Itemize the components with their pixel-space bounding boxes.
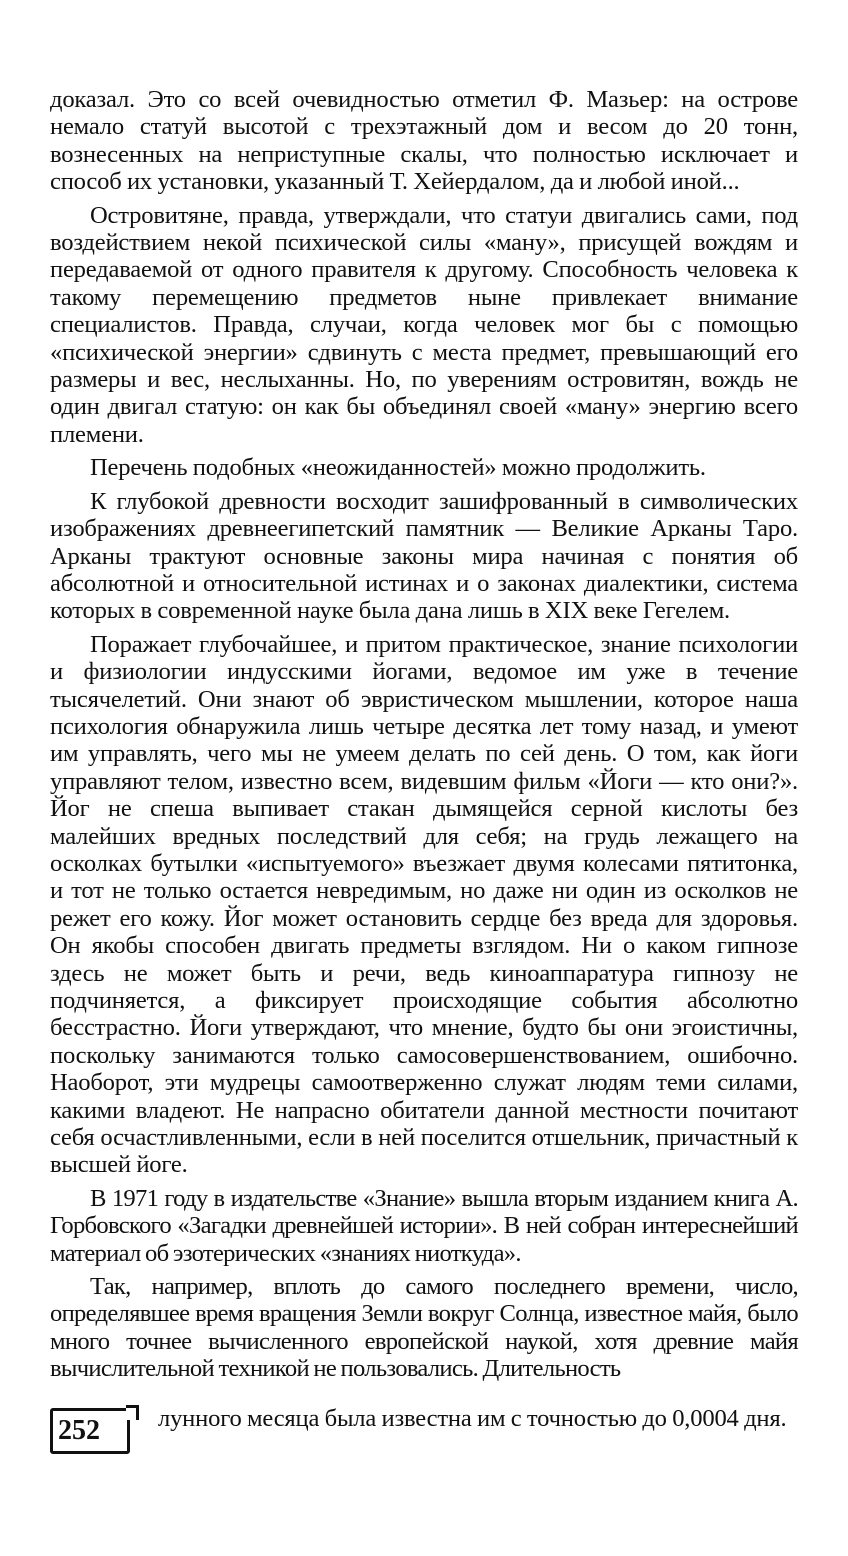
- paragraph-4: К глубокой древности восходит зашифрованный в символических изображениях древнеегипетский памятник — Великие Арканы Таро. Арканы трактуют основные законы мира начиная с понятия об абсолютной и относительной истинах и о законах диалектики, система которых в современной науке была дана лишь в XIX веке Гегелем.: [50, 487, 798, 625]
- paragraph-1: доказал. Это со всей очевидностью отметил Ф. Мазьер: на острове немало статуй высотой с трехэтажный дом и весом до 20 тонн, вознесенных на неприступные скалы, что полностью исключает и способ их установки, указанный Т. Хейердалом, да и любой иной...: [50, 86, 798, 196]
- page-body: [50, 86, 798, 1389]
- page-number: 252: [50, 1408, 130, 1454]
- paragraph-3: Перечень подобных «неожиданностей» можно продолжить.: [90, 454, 706, 482]
- paragraph-7-continuation: лунного месяца была известна им с точностью до 0,0004 дня.: [158, 1405, 787, 1432]
- paragraph-6: В 1971 году в издательстве «Знание» вышла вторым изданием книга А. Горбовского «Загадки древнейшей истории». В ней собран интереснейший материал об эзотерических «знаниях ниоткуда».: [50, 1184, 798, 1267]
- page-number-corner: [126, 1405, 139, 1420]
- paragraph-2: Островитяне, правда, утверждали, что статуи двигались сами, под воздействием некой психической силы «ману», присущей вождям и передаваемой от одного правителя к другому. Способность человека к такому перемещению предметов ныне привлекает внимание специалистов. Правда, случаи, когда человек мог бы с помощью «психической энергии» сдвинуть с места предмет, превышающий его размеры и вес, неслыханны. Но, по уверениям островитян, вождь не один двигал статую: он как бы объединял своей «ману» энергию всего племени.: [50, 201, 798, 448]
- page-footer: [50, 1405, 798, 1465]
- paragraph-7: Так, например, вплоть до самого последнего времени, число, определявшее время вращения Земли вокруг Солнца, известное майя, было много точнее вычисленного европейской наукой, хотя древние майя вычислительной техникой не пользовались. Длительность: [50, 1273, 798, 1383]
- paragraph-5: Поражает глубочайшее, и притом практическое, знание психологии и физиологии индусскими йогами, ведомое им уже в течение тысячелетий. Они знают об эвристическом мышлении, которое наша психология обнаружила лишь четыре десятка лет тому назад, и умеют им управлять, чего мы не умеем делать по сей день. О том, как йоги управляют телом, известно всем, видевшим фильм «Йоги — кто они?». Йог не спеша выпивает стакан дымящейся серной кислоты без малейших вредных последствий для себя; на грудь лежащего на осколках бутылки «испытуемого» въезжает двумя колесами пятитонка, и тот не только остается невредимым, но даже ни один из осколков не режет его кожу. Йог может остановить сердце без вреда для здоровья. Он якобы способен двигать предметы взглядом. Ни о каком гипнозе здесь не может быть и речи, ведь киноаппаратура гипнозу не подчиняется, а фиксирует происходящие события абсолютно бесстрастно. Йоги утверждают, что мнение, будто бы они эгоистичны, поскольку занимаются только самосовершенствованием, ошибочно. Наоборот, эти мудрецы самоотверженно служат людям теми силами, какими владеют. Не напрасно обитатели данной местности почитают себя осчастливленными, если в ней поселится отшельник, причастный к высшей йоге.: [50, 630, 798, 1179]
